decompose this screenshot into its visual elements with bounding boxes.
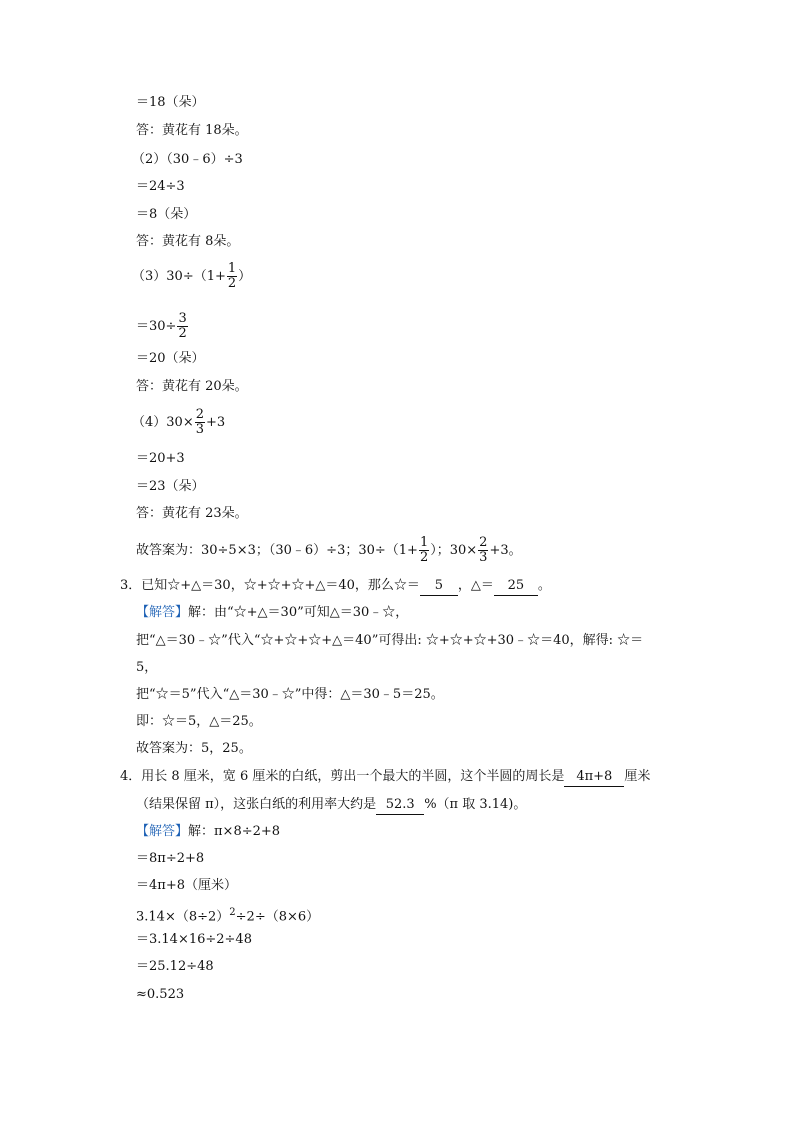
expr-text: （3）30÷（1+: [132, 269, 226, 284]
fraction-denominator: 2: [419, 550, 429, 565]
sub-question-3: [132, 262, 251, 291]
solution-tag: 【解答】: [136, 824, 189, 839]
solution-line: 5，: [136, 660, 158, 675]
solution-line: ＝25.12÷48: [136, 959, 214, 974]
answer-blank-2: 52.3: [376, 796, 424, 815]
answer-blank-1: 4π+8: [564, 768, 624, 787]
solution-line: ＝24÷3: [136, 179, 185, 194]
fraction-numerator: 1: [227, 261, 237, 276]
solution-line: ＝8π÷2+8: [136, 851, 205, 866]
fraction-denominator: 3: [479, 550, 488, 565]
solution-line: ＝20+3: [136, 451, 185, 466]
fraction: [478, 536, 488, 565]
solution-text: 解：π×8÷2+8: [188, 824, 281, 839]
fraction-denominator: 3: [195, 422, 204, 437]
expr-text: +3: [206, 415, 226, 430]
solution-line: 把“☆＝5”代入“△＝30﹣☆”中得：△＝30﹣5＝25。: [136, 687, 444, 702]
solution-line: [136, 904, 319, 926]
solution-line: ＝18（朵）: [136, 95, 205, 110]
fraction: [227, 262, 237, 291]
answer-blank-1: 5: [420, 577, 458, 596]
solution-line: ＝3.14×16÷2÷48: [136, 932, 252, 947]
fraction-numerator: 2: [479, 535, 488, 550]
solution-line: ＝4π+8（厘米）: [136, 878, 237, 893]
stem-text: 4．用长 8 厘米，宽 6 厘米的白纸，剪出一个最大的半圆，这个半圆的周长是: [120, 769, 565, 784]
fraction: [177, 312, 187, 341]
fraction-denominator: 2: [227, 276, 237, 291]
fraction-numerator: 3: [178, 311, 187, 326]
fraction: [419, 536, 429, 565]
solution-line: 即：☆＝5，△＝25。: [136, 714, 262, 729]
fraction-numerator: 2: [195, 407, 204, 422]
answer-line: 答：黄花有 18朵。: [136, 123, 248, 138]
answer-blank-2: 25: [494, 577, 538, 596]
stem-text: （结果保留 π），这张白纸的利用率大约是: [136, 797, 377, 812]
answer-line: 故答案为：5，25。: [136, 741, 252, 756]
expr-text: 3.14×（8÷2）: [136, 909, 230, 925]
expr-text: ）；30×: [430, 543, 478, 558]
solution-line: ＝8（朵）: [136, 207, 197, 222]
solution-tag: 【解答】: [136, 605, 189, 620]
expr-text: +3。: [489, 543, 522, 558]
stem-text: ，△＝: [457, 578, 494, 593]
solution-line: ＝23（朵）: [136, 479, 205, 494]
fraction-denominator: 2: [178, 326, 187, 341]
solution-line: [136, 312, 189, 341]
solution-line: ＝20（朵）: [136, 351, 205, 366]
fraction: [195, 408, 205, 437]
answer-line: 答：黄花有 8朵。: [136, 234, 240, 249]
question-4-stem: [120, 768, 650, 787]
stem-text: 。: [537, 578, 551, 593]
solution-line: [136, 823, 280, 841]
solution-line: ≈0.523: [136, 987, 185, 1002]
final-answer-line: [136, 536, 522, 565]
expr-text: 故答案为：30÷5×3；（30﹣6）÷3；30÷（1+: [136, 543, 418, 558]
stem-text: 厘米: [624, 769, 651, 784]
fraction-numerator: 1: [419, 535, 429, 550]
question-4-stem-cont: [136, 796, 526, 815]
solution-line: 把“△＝30﹣☆”代入“☆+☆+☆+△＝40”可得出: ☆+☆+☆+30﹣☆＝40，解得: ☆＝: [136, 633, 644, 648]
expr-text: ＝30÷: [136, 319, 177, 334]
expr-text: ÷2÷（8×6）: [235, 909, 320, 925]
answer-line: 答：黄花有 23朵。: [136, 506, 248, 521]
solution-line: [136, 604, 408, 622]
sub-question-4: [132, 408, 225, 437]
stem-text: 3．已知☆+△＝30，☆+☆+☆+△＝40，那么☆＝: [120, 578, 420, 593]
answer-line: 答：黄花有 20朵。: [136, 379, 248, 394]
expr-text: ）: [238, 269, 252, 284]
solution-text: 解：由“☆+△＝30”可知△＝30﹣☆，: [188, 605, 409, 620]
stem-text: %（π 取 3.14)。: [424, 797, 527, 812]
question-3-stem: [120, 577, 551, 596]
sub-question-2: （2）（30﹣6）÷3: [132, 152, 243, 167]
exponent: 2: [229, 907, 236, 918]
expr-text: （4）30×: [132, 415, 194, 430]
